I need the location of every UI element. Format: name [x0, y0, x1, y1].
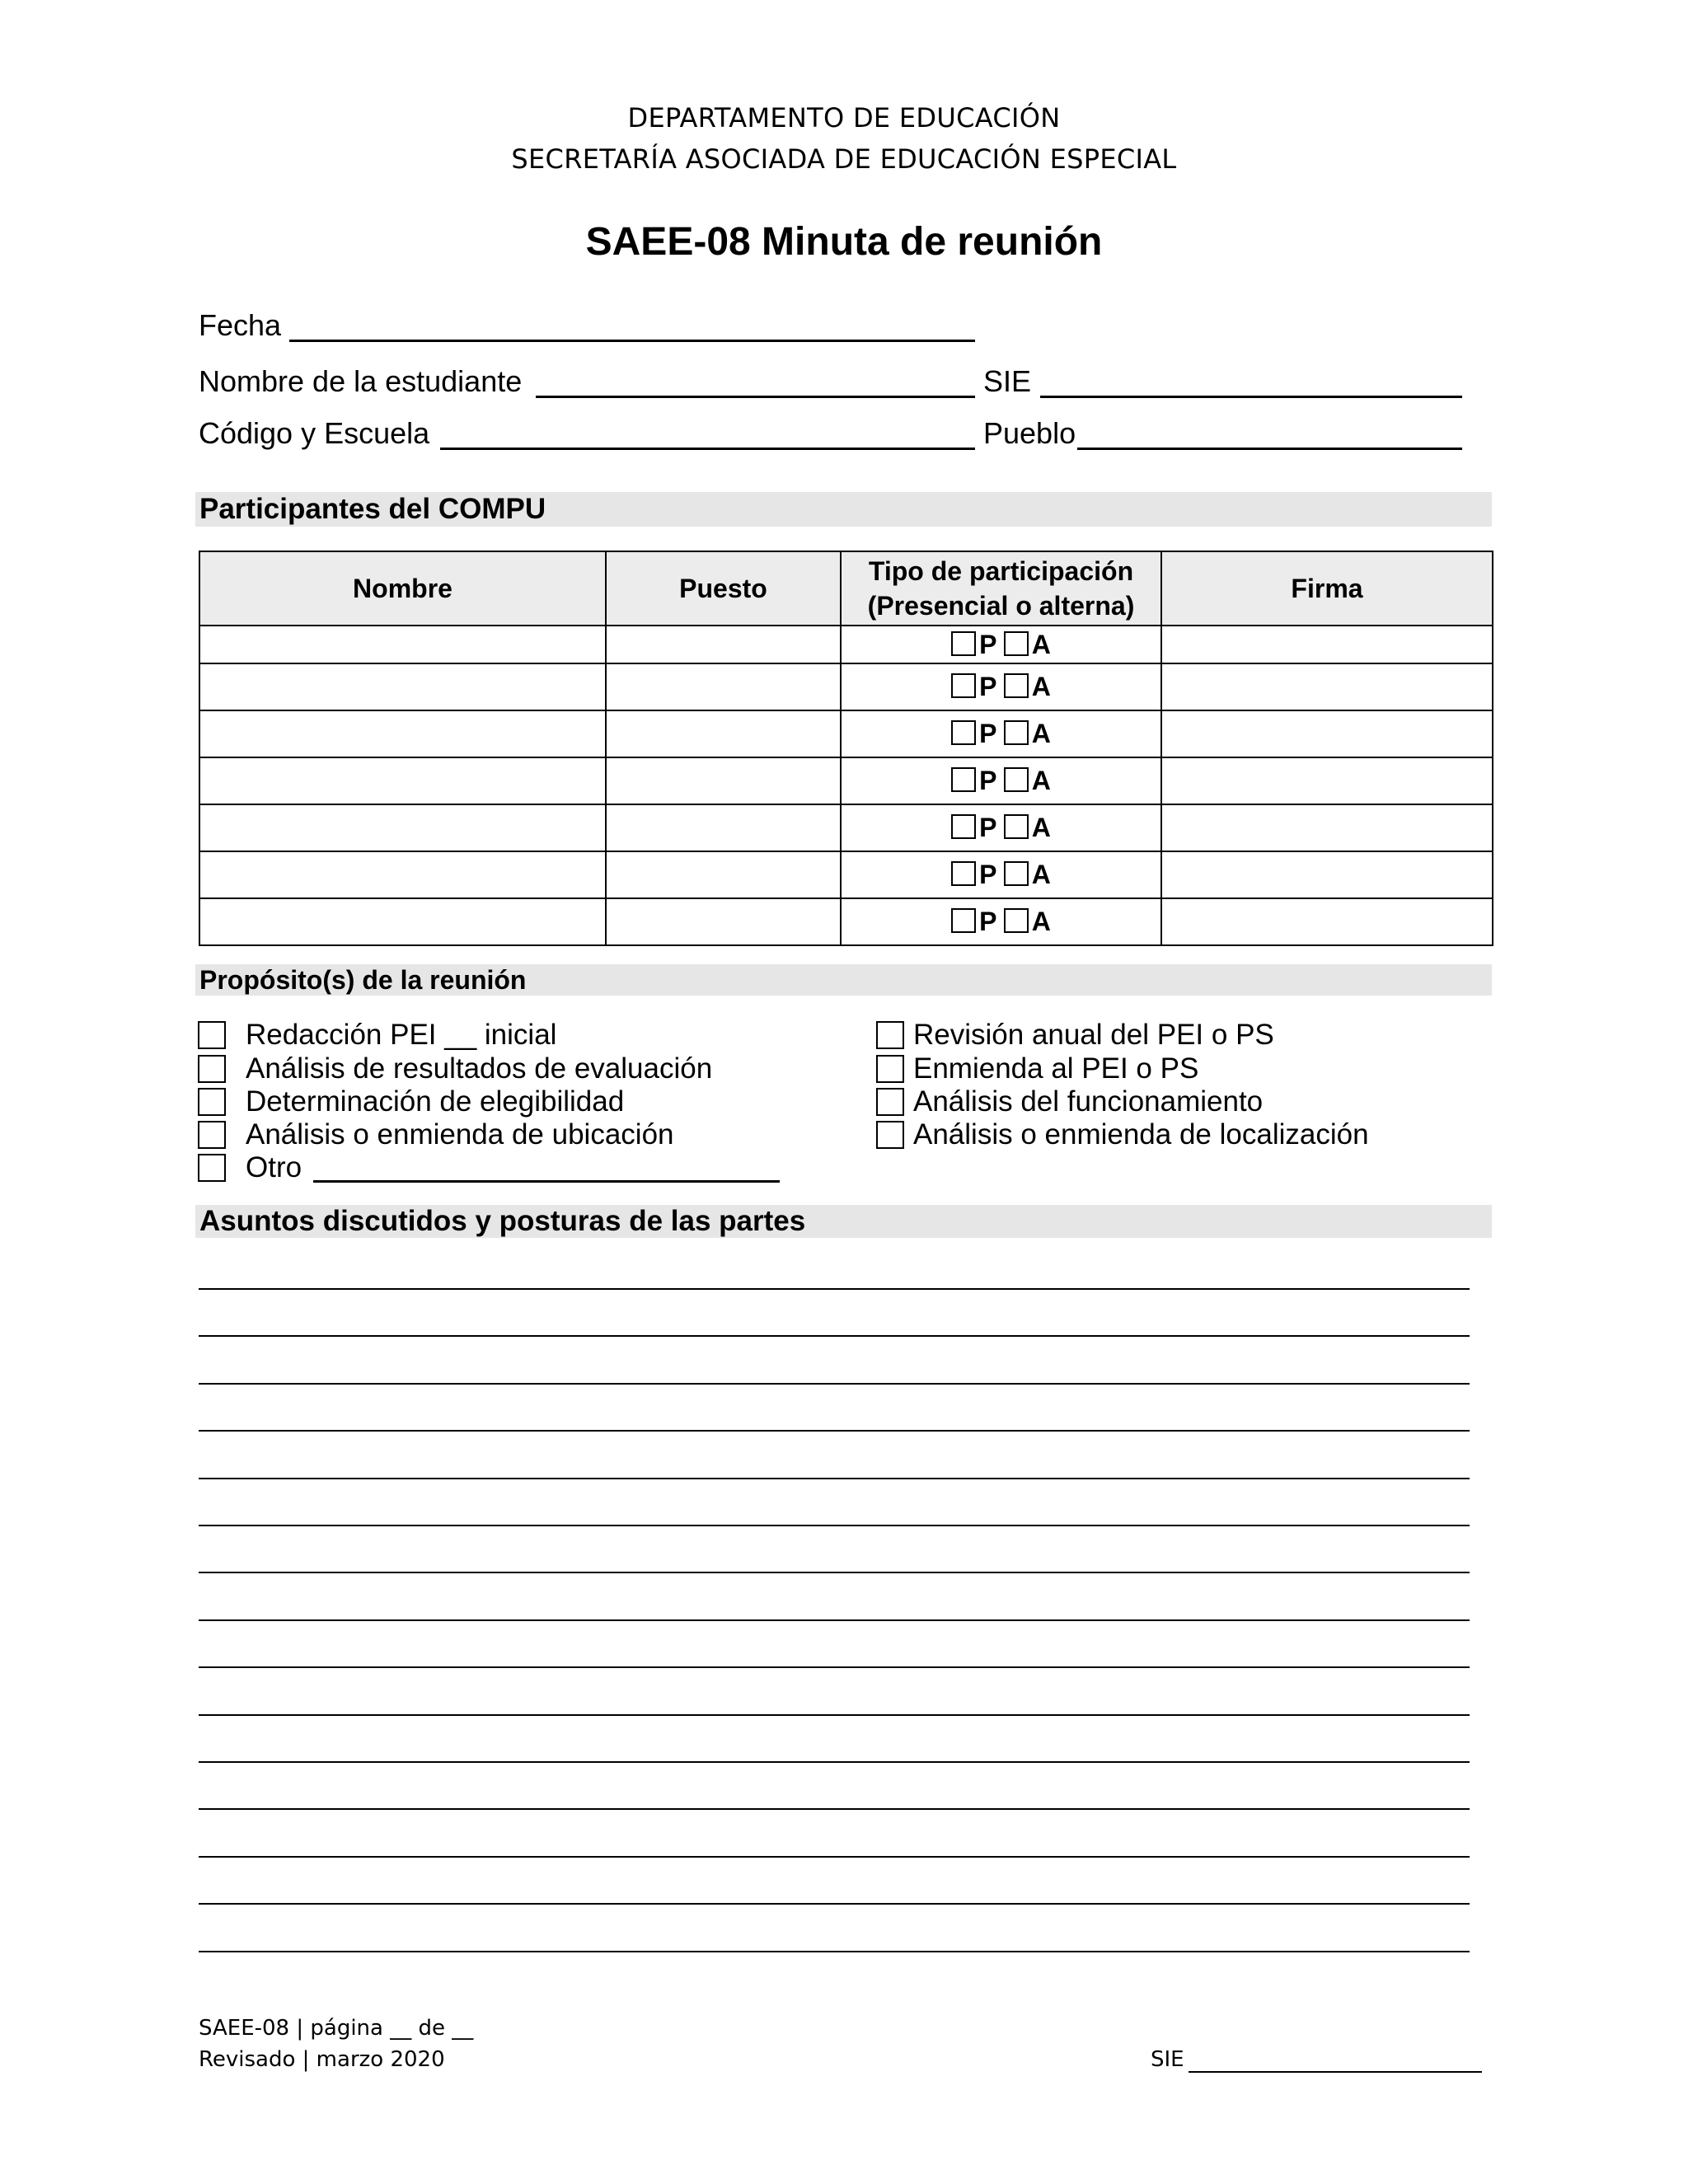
alterna-label: A: [1031, 629, 1051, 659]
alterna-label: A: [1031, 907, 1051, 936]
table-row: [199, 898, 1493, 945]
purpose-option-label: Enmienda al PEI o PS: [913, 1052, 1199, 1085]
writing-line[interactable]: [199, 1714, 1470, 1716]
presencial-checkbox[interactable]: [951, 861, 976, 886]
presencial-label: P: [979, 907, 996, 936]
purpose-option-label: Redacción PEI __ inicial: [246, 1019, 557, 1051]
tipo-header-line2: (Presencial o alterna): [867, 591, 1135, 621]
purpose-option-label: Análisis de resultados de evaluación: [246, 1052, 713, 1085]
purpose-section-title: Propósito(s) de la reunión: [195, 964, 1492, 996]
table-row: [199, 626, 1493, 663]
writing-line[interactable]: [199, 1572, 1470, 1573]
purpose-checkbox[interactable]: [876, 1055, 904, 1083]
alterna-label: A: [1031, 860, 1051, 889]
nombre-cell[interactable]: [199, 804, 606, 851]
writing-line[interactable]: [199, 1856, 1470, 1858]
sie-label: SIE: [983, 364, 1032, 398]
puesto-cell[interactable]: [606, 626, 841, 663]
presencial-checkbox[interactable]: [951, 767, 976, 792]
alterna-checkbox[interactable]: [1004, 631, 1029, 656]
nombre-cell[interactable]: [199, 898, 606, 945]
nombre-cell[interactable]: [199, 710, 606, 757]
writing-line[interactable]: [199, 1478, 1470, 1479]
puesto-cell[interactable]: [606, 663, 841, 710]
tipo-cell: [841, 757, 1161, 804]
footer-revision: Revisado | marzo 2020: [199, 2047, 445, 2072]
nombre-estudiante-label: Nombre de la estudiante: [199, 364, 523, 398]
footer-sie-label: SIE: [1151, 2047, 1184, 2072]
presencial-checkbox[interactable]: [951, 814, 976, 839]
purpose-checkbox[interactable]: [876, 1088, 904, 1116]
tipo-cell: [841, 663, 1161, 710]
writing-line[interactable]: [199, 1951, 1470, 1952]
purpose-checkbox[interactable]: [198, 1121, 226, 1149]
purpose-checkbox[interactable]: [198, 1088, 226, 1116]
presencial-checkbox[interactable]: [951, 908, 976, 933]
alterna-label: A: [1031, 766, 1051, 795]
codigo-escuela-label: Código y Escuela: [199, 416, 430, 450]
presencial-checkbox[interactable]: [951, 720, 976, 745]
puesto-cell[interactable]: [606, 851, 841, 898]
writing-line[interactable]: [199, 1761, 1470, 1763]
alterna-label: A: [1031, 719, 1051, 748]
participants-table: [199, 551, 1493, 946]
tipo-cell: [841, 626, 1161, 663]
column-header-tipo: [841, 551, 1161, 626]
sie-field[interactable]: [1040, 396, 1462, 398]
column-header-firma: Firma: [1161, 551, 1493, 626]
puesto-cell[interactable]: [606, 804, 841, 851]
pueblo-field[interactable]: [1077, 448, 1462, 450]
purpose-checkbox[interactable]: [198, 1055, 226, 1083]
alterna-checkbox[interactable]: [1004, 814, 1029, 839]
firma-cell[interactable]: [1161, 804, 1493, 851]
firma-cell[interactable]: [1161, 663, 1493, 710]
fecha-label: Fecha: [199, 308, 282, 342]
presencial-label: P: [979, 629, 996, 659]
nombre-cell[interactable]: [199, 663, 606, 710]
tipo-header-line1: Tipo de participación: [868, 556, 1134, 586]
writing-line[interactable]: [199, 1525, 1470, 1526]
nombre-cell[interactable]: [199, 757, 606, 804]
table-row: [199, 663, 1493, 710]
tipo-cell: [841, 851, 1161, 898]
presencial-label: P: [979, 766, 996, 795]
table-row: [199, 757, 1493, 804]
codigo-escuela-field[interactable]: [440, 448, 975, 450]
writing-line[interactable]: [199, 1430, 1470, 1432]
writing-line[interactable]: [199, 1808, 1470, 1810]
nombre-cell[interactable]: [199, 626, 606, 663]
column-header-nombre: Nombre: [199, 551, 606, 626]
writing-line[interactable]: [199, 1383, 1470, 1385]
purpose-option-label: Determinación de elegibilidad: [246, 1085, 625, 1118]
writing-line[interactable]: [199, 1666, 1470, 1668]
writing-line[interactable]: [199, 1619, 1470, 1621]
firma-cell[interactable]: [1161, 710, 1493, 757]
presencial-label: P: [979, 719, 996, 748]
presencial-label: P: [979, 860, 996, 889]
puesto-cell[interactable]: [606, 898, 841, 945]
purpose-checkbox[interactable]: [198, 1021, 226, 1049]
alterna-checkbox[interactable]: [1004, 673, 1029, 698]
purpose-option-label: Análisis o enmienda de ubicación: [246, 1118, 674, 1151]
purpose-option-label: Análisis o enmienda de localización: [913, 1118, 1369, 1151]
alterna-checkbox[interactable]: [1004, 861, 1029, 886]
form-title: SAEE-08 Minuta de reunión: [585, 220, 1103, 264]
alterna-label: A: [1031, 813, 1051, 842]
fecha-field[interactable]: [289, 340, 975, 342]
presencial-label: P: [979, 813, 996, 842]
writing-line[interactable]: [199, 1288, 1470, 1290]
firma-cell[interactable]: [1161, 626, 1493, 663]
tipo-cell: [841, 710, 1161, 757]
column-header-puesto: Puesto: [606, 551, 841, 626]
nombre-cell[interactable]: [199, 851, 606, 898]
purpose-checkbox[interactable]: [198, 1154, 226, 1182]
firma-cell[interactable]: [1161, 757, 1493, 804]
participants-section-title: Participantes del COMPU: [195, 492, 1492, 527]
presencial-checkbox[interactable]: [951, 631, 976, 656]
purpose-option-label: Otro: [246, 1151, 302, 1183]
presencial-label: P: [979, 672, 996, 701]
purpose-checkbox[interactable]: [876, 1021, 904, 1049]
department-heading: DEPARTAMENTO DE EDUCACIÓN: [627, 102, 1061, 134]
firma-cell[interactable]: [1161, 851, 1493, 898]
secretariat-heading: SECRETARÍA ASOCIADA DE EDUCACIÓN ESPECIAL: [511, 143, 1177, 175]
table-row: [199, 804, 1493, 851]
puesto-cell[interactable]: [606, 710, 841, 757]
footer-page-info: SAEE-08 | página __ de __: [199, 2016, 474, 2041]
alterna-checkbox[interactable]: [1004, 908, 1029, 933]
footer-sie-field[interactable]: [1189, 2071, 1482, 2073]
alterna-label: A: [1031, 672, 1051, 701]
tipo-cell: [841, 898, 1161, 945]
writing-line[interactable]: [199, 1335, 1470, 1337]
table-row: [199, 710, 1493, 757]
purpose-checkbox[interactable]: [876, 1121, 904, 1149]
discussion-section-title: Asuntos discutidos y posturas de las partes: [195, 1205, 1492, 1238]
presencial-checkbox[interactable]: [951, 673, 976, 698]
pueblo-label: Pueblo: [983, 416, 1076, 450]
table-row: [199, 851, 1493, 898]
tipo-cell: [841, 804, 1161, 851]
purpose-option-label: Análisis del funcionamiento: [913, 1085, 1264, 1118]
firma-cell[interactable]: [1161, 898, 1493, 945]
alterna-checkbox[interactable]: [1004, 767, 1029, 792]
otro-field[interactable]: [313, 1180, 780, 1183]
alterna-checkbox[interactable]: [1004, 720, 1029, 745]
nombre-estudiante-field[interactable]: [536, 396, 975, 398]
writing-line[interactable]: [199, 1903, 1470, 1905]
puesto-cell[interactable]: [606, 757, 841, 804]
purpose-option-label: Revisión anual del PEI o PS: [913, 1019, 1274, 1051]
